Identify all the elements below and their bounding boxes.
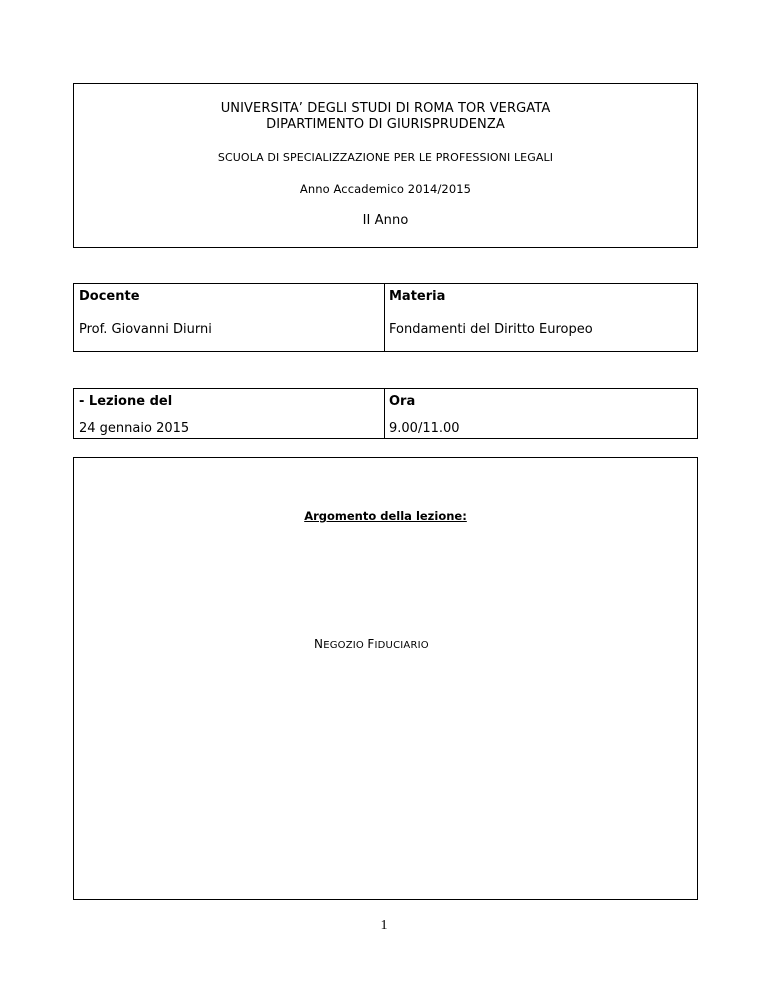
topic-title <box>314 637 429 651</box>
table-divider <box>384 284 385 351</box>
topic-word1-initial: N <box>314 637 324 651</box>
teacher-label: Docente <box>79 289 140 304</box>
subject-value: Fondamenti del Diritto Europeo <box>389 322 593 337</box>
lesson-date-value: 24 gennaio 2015 <box>79 421 190 436</box>
university-name: UNIVERSITA’ DEGLI STUDI DI ROMA TOR VERGATA <box>220 101 551 116</box>
lesson-time-table <box>73 388 698 439</box>
subject-label: Materia <box>389 289 446 304</box>
course-year: II Anno <box>362 213 409 228</box>
topic-heading: Argomento della lezione: <box>304 509 467 523</box>
topic-word2-initial: F <box>367 637 375 651</box>
teacher-value: Prof. Giovanni Diurni <box>79 322 212 337</box>
school-name: SCUOLA DI SPECIALIZZAZIONE PER LE PROFESSIONI LEGALI <box>217 151 554 164</box>
time-value: 9.00/11.00 <box>389 421 460 436</box>
topic-word1-rest: EGOZIO <box>323 640 364 651</box>
academic-year: Anno Accademico 2014/2015 <box>299 182 472 196</box>
department-name: DIPARTIMENTO DI GIURISPRUDENZA <box>266 117 505 132</box>
teacher-subject-table <box>73 283 698 352</box>
topic-word2-rest: IDUCIARIO <box>374 640 429 651</box>
topic-box <box>73 457 698 900</box>
header-box <box>73 83 698 248</box>
table-divider <box>384 389 385 438</box>
time-label: Ora <box>389 394 416 409</box>
page-number: 1 <box>380 918 388 933</box>
lesson-date-label: - Lezione del <box>79 394 173 409</box>
